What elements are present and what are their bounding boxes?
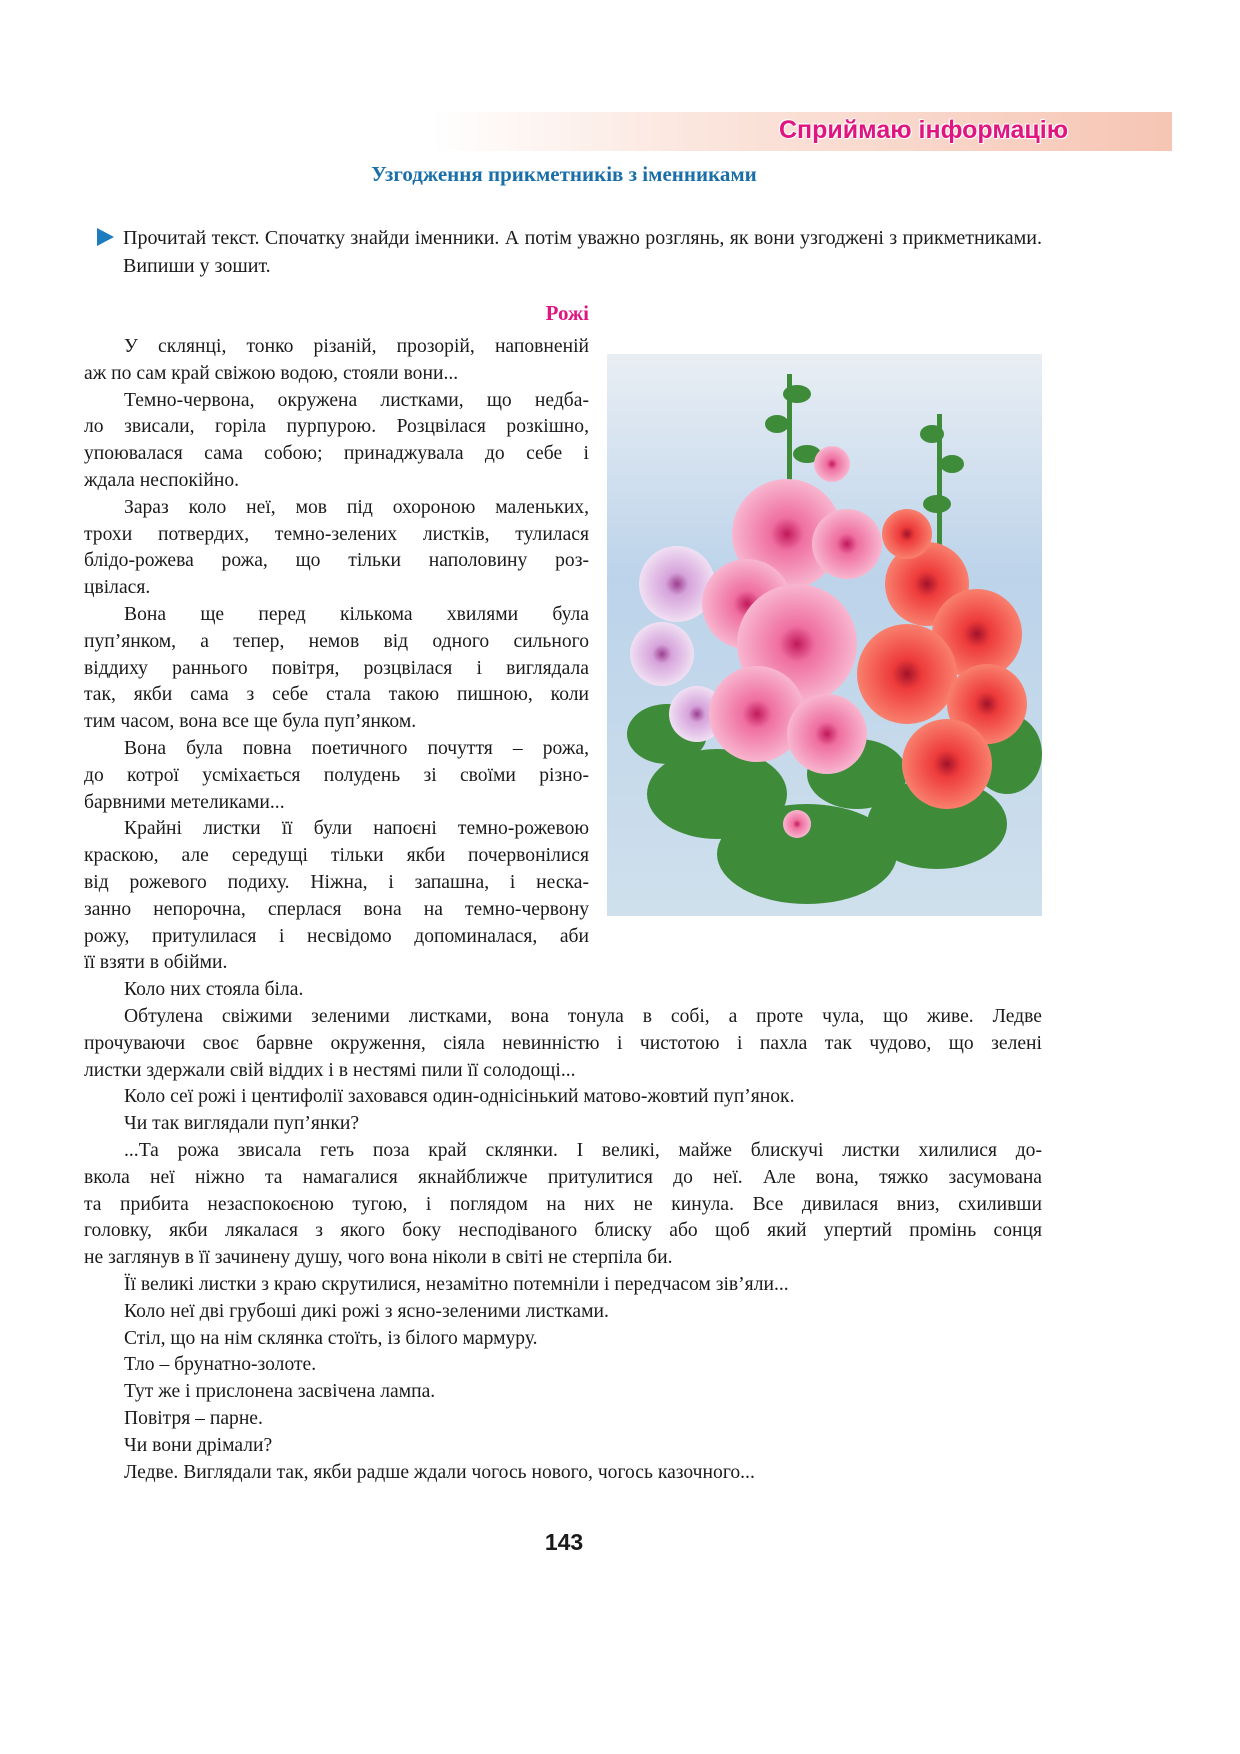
text-line: Коло сеї рожі і центифолії заховався один-однісінький матово-жовтий пуп’янок. bbox=[124, 1086, 795, 1108]
text-line: ждала неспокійно. bbox=[84, 469, 240, 491]
section-banner-label: Сприймаю інформацію bbox=[779, 116, 1069, 144]
text-line: так, якби сама з себе стала такою пишною, коли bbox=[84, 684, 589, 706]
text-line: Обтулена свіжими зеленими листками, вона тонула в собі, а проте чула, що живе. Ледве bbox=[124, 1006, 1042, 1027]
text-title: Рожі bbox=[545, 301, 589, 325]
instruction-text: Прочитай текст. Спочатку знайди іменники. А потім уважно розглянь, як вони узгоджені з прикметниками. Випиши у зошит. bbox=[123, 227, 1042, 277]
text-line: ...Та рожа звисала геть поза край склянки. І великі, майже блискучі листки хилилися до- bbox=[124, 1139, 1042, 1161]
text-line: пуп’янком, а тепер, немов від одного сильного bbox=[84, 630, 589, 652]
text-left-column bbox=[84, 334, 589, 1004]
text-line: та прибита незаспокоєною тугою, і поглядом на них не кинула. Все дивилася вниз, схиливши bbox=[84, 1193, 1042, 1215]
text-line: Повітря – парне. bbox=[124, 1407, 263, 1429]
text-line: тим часом, вона все ще була пуп’янком. bbox=[84, 711, 417, 733]
page-number: 143 bbox=[544, 1529, 584, 1555]
text-line: Коло неї дві грубоші дикі рожі з ясно-зеленими листками. bbox=[124, 1300, 609, 1322]
text-line: Вона ще перед кількома хвилями була bbox=[124, 603, 589, 625]
text-line: У склянці, тонко різаній, прозорій, наповненій bbox=[124, 336, 589, 357]
text-line: листки здержали свій віддих і в нестямі пили її солодощі... bbox=[84, 1059, 576, 1081]
text-line: Коло них стояла біла. bbox=[124, 979, 304, 1001]
text-line: Її великі листки з краю скрутилися, незамітно потемніли і передчасом зів’яли... bbox=[124, 1273, 789, 1295]
text-line: цвілася. bbox=[84, 577, 151, 599]
text-line: Тло – брунатно-золоте. bbox=[124, 1354, 317, 1376]
text-line: віддиху раннього повітря, розцвілася і виглядала bbox=[84, 657, 589, 679]
text-line: не заглянув в її зачинену душу, чого вона ніколи в світі не стерпіла би. bbox=[84, 1247, 673, 1269]
text-line: Зараз коло неї, мов під охороною маленьких, bbox=[124, 496, 589, 518]
text-line: Тут же і прислонена засвічена лампа. bbox=[124, 1381, 436, 1403]
section-banner bbox=[430, 112, 1172, 151]
text-line: вкола неї ніжно та намагалися якнайближче притулитися до неї. Але вона, тяжко засумована bbox=[84, 1166, 1042, 1188]
text-line: Темно-червона, окружена листками, що недба- bbox=[124, 389, 589, 411]
text-line: Вона була повна поетичного почуття – рожа, bbox=[124, 737, 589, 759]
text-line: Ледве. Виглядали так, якби радше ждали чогось нового, чогось казочного... bbox=[124, 1461, 755, 1483]
text-line: аж по сам край свіжою водою, стояли вони... bbox=[84, 362, 459, 384]
text-line: Чи вони дрімали? bbox=[124, 1434, 273, 1456]
bullet-triangle-icon bbox=[97, 228, 114, 246]
hollyhock-painting bbox=[607, 354, 1042, 916]
text-line: барвними метеликами... bbox=[84, 791, 285, 813]
text-line: блідо-рожева рожа, що тільки наполовину роз- bbox=[84, 550, 589, 572]
text-line: Стіл, що на нім склянка стоїть, із білого мармуру. bbox=[124, 1327, 538, 1349]
text-line: її взяти в обійми. bbox=[84, 952, 228, 974]
text-line: від рожевого подиху. Ніжна, і запашна, і неска- bbox=[84, 871, 589, 893]
text-line: краскою, але середущі тільки якби почервонілися bbox=[84, 845, 589, 867]
page-heading: Узгодження прикметників з іменниками bbox=[371, 162, 757, 186]
text-line: Крайні листки її були напоєні темно-рожевою bbox=[124, 818, 589, 840]
text-line: до котрої усміхається полудень зі своїми різно- bbox=[84, 764, 589, 786]
text-line: трохи потвердих, темно-зелених листків, тулилася bbox=[84, 523, 589, 545]
text-line: Чи так виглядали пуп’янки? bbox=[124, 1113, 360, 1135]
text-line: головку, якби лякалася з якого боку несподіваного блиску або щоб який упертий промінь сонця bbox=[84, 1220, 1042, 1242]
text-line: занно непорочна, сперлася вона на темно-червону bbox=[84, 898, 589, 920]
text-line: прочуваючи своє барвне окруження, сіяла невинністю і чистотою і пахла так чудово, що зелені bbox=[84, 1032, 1042, 1054]
text-full-column bbox=[84, 1004, 1042, 1486]
text-line: упоювалася сама собою; принаджувала до себе і bbox=[84, 443, 589, 465]
text-line: ло звисали, горіла пурпурою. Розцвілася розкішно, bbox=[84, 416, 589, 438]
text-line: рожу, притулилася і несвідомо допоминалася, аби bbox=[84, 925, 589, 947]
